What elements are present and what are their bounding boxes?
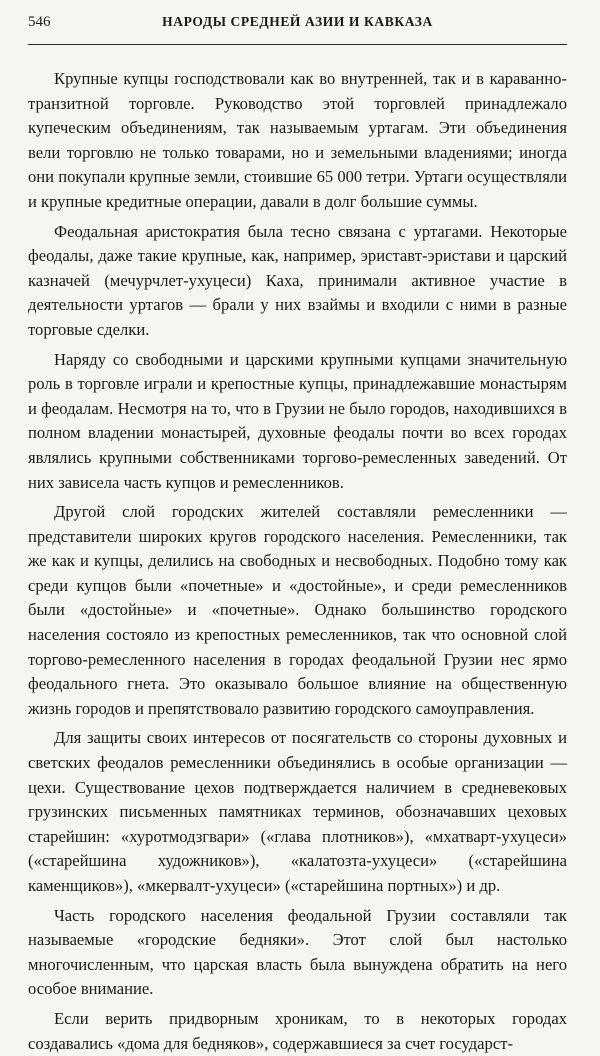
paragraph: Наряду со свободными и царскими крупными купцами значительную роль в торговле играли и крепостные купцы, принадлежавшие монастырям и феодалам. Несмотря на то, что в Грузии не было городов, находившихся в полном владении монастырей, духовные феодалы почти во всех городах являлись крупными собственниками торгово-ремесленных заведений. От них зависела часть купцов и ремесленников. [28,349,567,492]
paragraph: Крупные купцы господствовали как во внутренней, так и в караванно-транзитной торговле. Руководство этой торговлей принадлежало купеческим объединениям, так называемым уртагам. Эти объединения вели торговлю не только товарами, но и земельными владениями; иногда они покупали крупные земли, стоившие 65 000 тетри. Уртаги осуществляли и крупные кредитные операции, давали в долг большие суммы. [28,69,567,211]
page-header [28,14,567,45]
paragraph: Для защиты своих интересов от посягательств со стороны духовных и светских феодалов ремесленники объединялись в особые организации — цехи. Существование цехов подтверждается наличием в средневековых грузинских письменных памятниках терминов, обозначавших цеховых старейшин: «хуротмодзгвари» («глава плотников»), «мхатварт-ухуцеси» («старейшина художников»), «калатозта-ухуцеси» («старейшина каменщиков»), «мкервалт-ухуцеси» («старейшина портных») и др. [28,728,567,895]
paragraph: Феодальная аристократия была тесно связана с уртагами. Некоторые феодалы, даже такие крупные, как, например, эриставт-эристави и царский казначей (мечурчлет-ухуцеси) Каха, принимали активное участие в деятельности уртагов — брали у них взаймы и входили с ними в разные торговые сделки. [28,221,567,339]
paragraph: Часть городского населения феодальной Грузии составляли так называемые «городские бедняки». Этот слой был настолько многочисленным, что царская власть была вынуждена обратить на него особое внимание. [28,905,567,999]
page-number: 546 [28,14,51,30]
running-head: НАРОДЫ СРЕДНЕЙ АЗИИ И КАВКАЗА [162,14,433,29]
paragraph: Если верить придворным хроникам, то в некоторых городах создавались «дома для бедняков», содержавшиеся за счет государст- [28,1008,567,1053]
page-body [28,67,567,1056]
paragraph: Другой слой городских жителей составляли ремесленники — представители широких кругов городского населения. Ремесленники, так же как и купцы, делились на свободных и несвободных. Подобно тому как среди купцов были «почетные» и «достойные», и среди ремесленников были «достойные» и «почетные». Однако большинство городского населения состояло из крепостных ремесленников, так что основной слой торгово-ремесленного населения в городах феодальной Грузии нес ярмо феодального гнета. Это оказывало большое влияние на общественную жизнь городов и препятствовало развитию городского самоуправления. [28,502,567,718]
